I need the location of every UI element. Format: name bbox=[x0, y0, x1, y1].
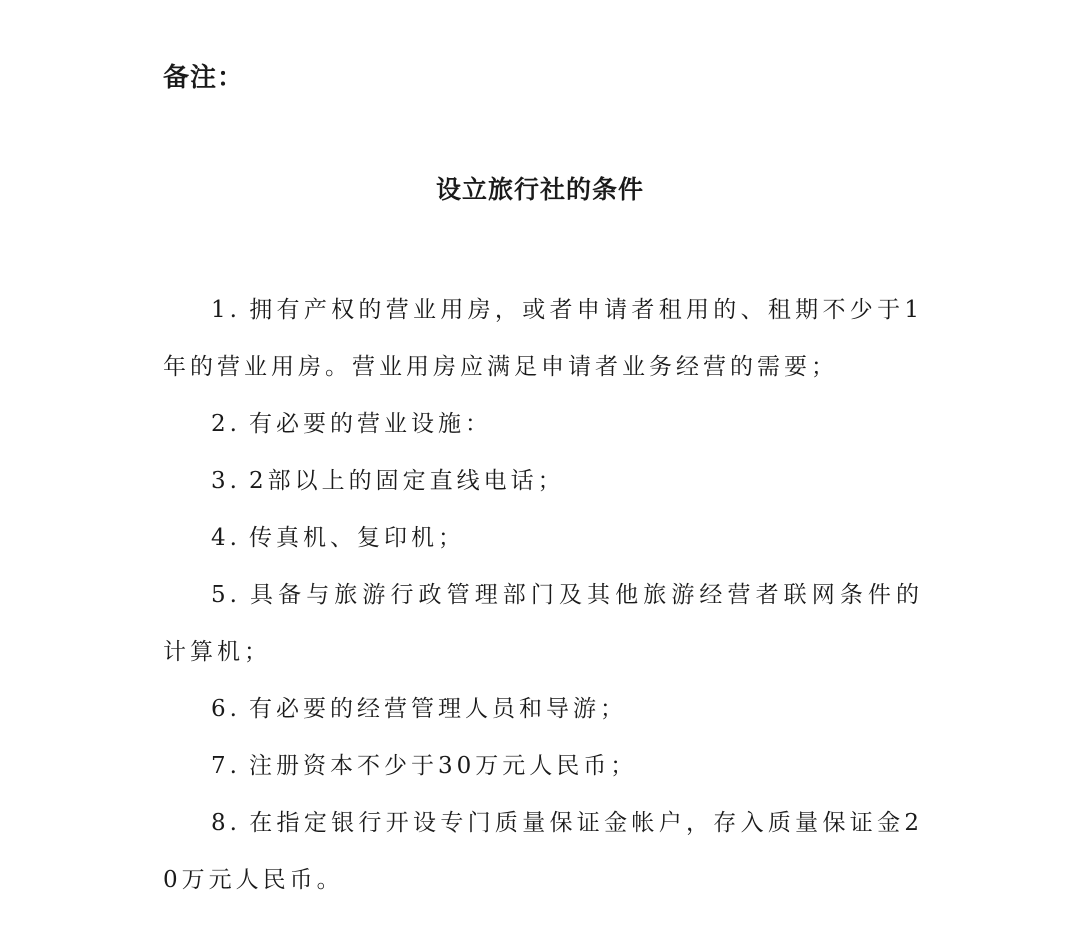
item-number: 5. bbox=[211, 582, 241, 608]
item-number: 2. bbox=[211, 411, 241, 437]
item-text: 有必要的营业设施： bbox=[248, 411, 492, 437]
item-text: 具备与旅游行政管理部门及其他旅游经营者联网条件的计算机； bbox=[163, 582, 923, 665]
item-number: 3. bbox=[211, 468, 241, 494]
list-item bbox=[163, 795, 923, 909]
item-text: 传真机、复印机； bbox=[248, 525, 465, 551]
item-number: 1. bbox=[211, 297, 241, 323]
list-item bbox=[163, 681, 923, 738]
list-item bbox=[163, 282, 923, 396]
list-item bbox=[163, 396, 923, 453]
note-label: 备注： bbox=[163, 63, 245, 93]
item-number: 6. bbox=[211, 696, 241, 722]
list-item bbox=[163, 567, 923, 681]
item-text: 注册资本不少于30万元人民币； bbox=[248, 753, 638, 779]
list-item bbox=[163, 510, 923, 567]
item-number: 4. bbox=[211, 525, 241, 551]
item-number: 7. bbox=[211, 753, 241, 779]
item-text: 拥有产权的营业用房，或者申请者租用的、租期不少于1年的营业用房。营业用房应满足申请者业务经营的需要； bbox=[163, 297, 923, 380]
item-text: 有必要的经营管理人员和导游； bbox=[248, 696, 627, 722]
item-number: 8. bbox=[211, 810, 241, 836]
item-text: 在指定银行开设专门质量保证金帐户，存入质量保证金20万元人民币。 bbox=[163, 810, 923, 893]
conditions-list bbox=[163, 282, 923, 909]
list-item bbox=[163, 738, 923, 795]
document-title: 设立旅行社的条件 bbox=[435, 175, 644, 204]
item-text: 2部以上的固定直线电话； bbox=[248, 468, 565, 494]
list-item bbox=[163, 453, 923, 510]
